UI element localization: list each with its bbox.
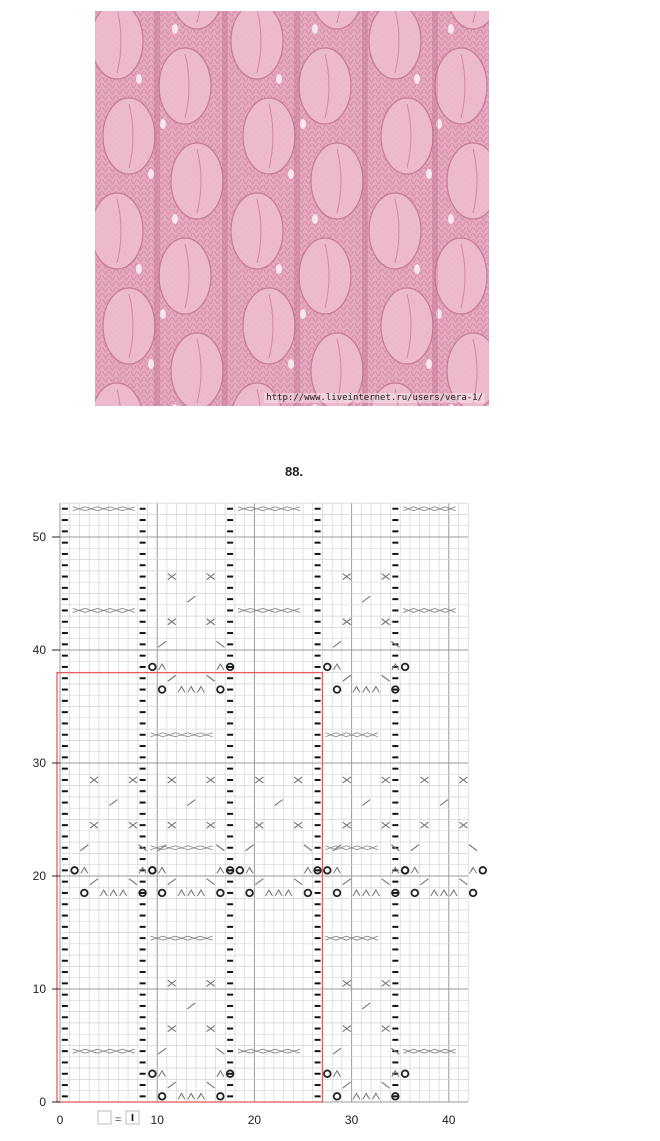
- photo-watermark-url: http://www.liveinternet.ru/users/vera-1/: [266, 393, 483, 403]
- x-axis-tick-label: 0: [56, 1113, 64, 1127]
- knitting-chart: [0, 480, 660, 1141]
- x-axis-tick-label: 40: [442, 1113, 456, 1127]
- y-axis-tick-label: 0: [39, 1095, 46, 1109]
- y-axis-tick-label: 50: [32, 530, 46, 544]
- chart-legend: [98, 1111, 139, 1126]
- legend-knit-box: [98, 1111, 111, 1124]
- x-axis-tick-label: 30: [344, 1113, 359, 1127]
- knitted-swatch-photo: [95, 11, 489, 406]
- y-axis-tick-label: 10: [32, 982, 46, 996]
- legend-equals: =: [115, 1114, 122, 1126]
- x-axis-tick-label: 20: [247, 1113, 262, 1127]
- y-axis-tick-label: 30: [32, 756, 46, 770]
- x-axis-tick-label: 10: [150, 1113, 164, 1127]
- y-axis-tick-label: 40: [32, 643, 46, 657]
- y-axis-tick-label: 20: [32, 869, 46, 883]
- pattern-number: 88.: [285, 464, 304, 479]
